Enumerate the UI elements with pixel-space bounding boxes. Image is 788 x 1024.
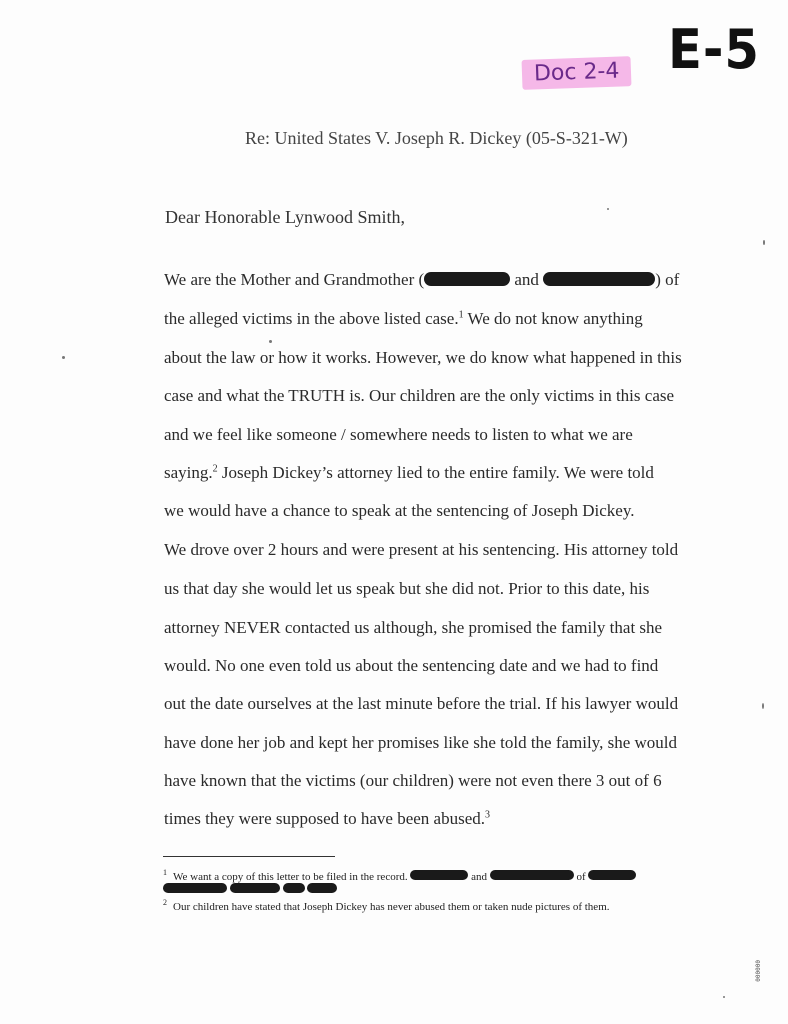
footnote-ref: 1 bbox=[458, 309, 464, 321]
redaction-bar bbox=[230, 883, 280, 893]
footnote-2 bbox=[163, 898, 610, 913]
scan-speck bbox=[723, 996, 725, 998]
body-text: times they were supposed to have been abused. bbox=[164, 809, 486, 828]
re-line: Re: United States V. Joseph R. Dickey (05-S-321-W) bbox=[245, 128, 628, 148]
body-line-15 bbox=[164, 809, 490, 829]
body-line-10: attorney NEVER contacted us although, she promised the family that she bbox=[164, 618, 663, 637]
scan-speck bbox=[763, 240, 765, 245]
redaction-bar bbox=[588, 870, 636, 880]
bates-stamp: 000000 bbox=[755, 960, 762, 982]
body-line-13: have done her job and kept her promises like she told the family, she would bbox=[164, 733, 678, 752]
body-line-4: case and what the TRUTH is. Our children are the only victims in this case bbox=[164, 386, 675, 405]
body-line-6 bbox=[164, 463, 654, 483]
body-line-7: we would have a chance to speak at the sentencing of Joseph Dickey. bbox=[164, 501, 635, 520]
body-line-9: us that day she would let us speak but she did not. Prior to this date, his bbox=[164, 579, 650, 598]
body-text: Joseph Dickey’s attorney lied to the entire family. We were told bbox=[217, 463, 654, 482]
scan-speck bbox=[62, 356, 65, 359]
body-line-2 bbox=[164, 309, 643, 329]
salutation: Dear Honorable Lynwood Smith, bbox=[165, 207, 405, 227]
redaction-bar bbox=[410, 870, 468, 880]
redaction-bar bbox=[543, 272, 655, 286]
body-line-11: would. No one even told us about the sentencing date and we had to find bbox=[164, 656, 659, 675]
footnote-ref: 2 bbox=[212, 463, 218, 475]
body-text: ) of bbox=[655, 270, 680, 289]
body-text: and bbox=[510, 270, 544, 289]
body-line-14: have known that the victims (our children) were not even there 3 out of 6 bbox=[164, 771, 662, 790]
body-line-5: and we feel like someone / somewhere needs to listen to what we are bbox=[164, 425, 633, 444]
body-line-12: out the date ourselves at the last minute before the trial. If his lawyer would bbox=[164, 694, 679, 713]
scan-speck bbox=[607, 208, 609, 210]
footnote-text: Our children have stated that Joseph Dickey has never abused them or taken nude pictures of them. bbox=[173, 901, 610, 913]
exhibit-label: E-5 bbox=[668, 18, 760, 81]
redaction-bar bbox=[283, 883, 305, 893]
body-text: saying. bbox=[164, 463, 213, 482]
footnote-ref: 3 bbox=[485, 809, 491, 821]
scan-speck bbox=[762, 703, 764, 709]
footnote-number: 1 bbox=[163, 868, 167, 877]
redaction-bar bbox=[307, 883, 337, 893]
footnote-1-continued bbox=[163, 883, 337, 896]
body-text: the alleged victims in the above listed case. bbox=[164, 309, 459, 328]
footnote-text: We want a copy of this letter to be filed in the record. bbox=[173, 871, 408, 883]
body-line-3: about the law or how it works. However, we do know what happened in this bbox=[164, 348, 682, 367]
footnote-number: 2 bbox=[163, 898, 167, 907]
footnote-text: of bbox=[576, 871, 586, 883]
footnote-text: and bbox=[471, 871, 488, 883]
body-text: We do not know anything bbox=[463, 309, 643, 328]
redaction-bar bbox=[490, 870, 574, 880]
redaction-bar bbox=[424, 272, 510, 286]
footnote-rule bbox=[163, 856, 335, 857]
body-text: We are the Mother and Grandmother ( bbox=[164, 270, 425, 289]
redaction-bar bbox=[163, 883, 227, 893]
body-line-8: We drove over 2 hours and were present at his sentencing. His attorney told bbox=[164, 540, 679, 559]
doc-tag: Doc 2-4 bbox=[522, 56, 632, 90]
footnote-1 bbox=[163, 868, 636, 883]
scan-speck bbox=[269, 340, 272, 343]
body-line-1 bbox=[164, 270, 679, 290]
